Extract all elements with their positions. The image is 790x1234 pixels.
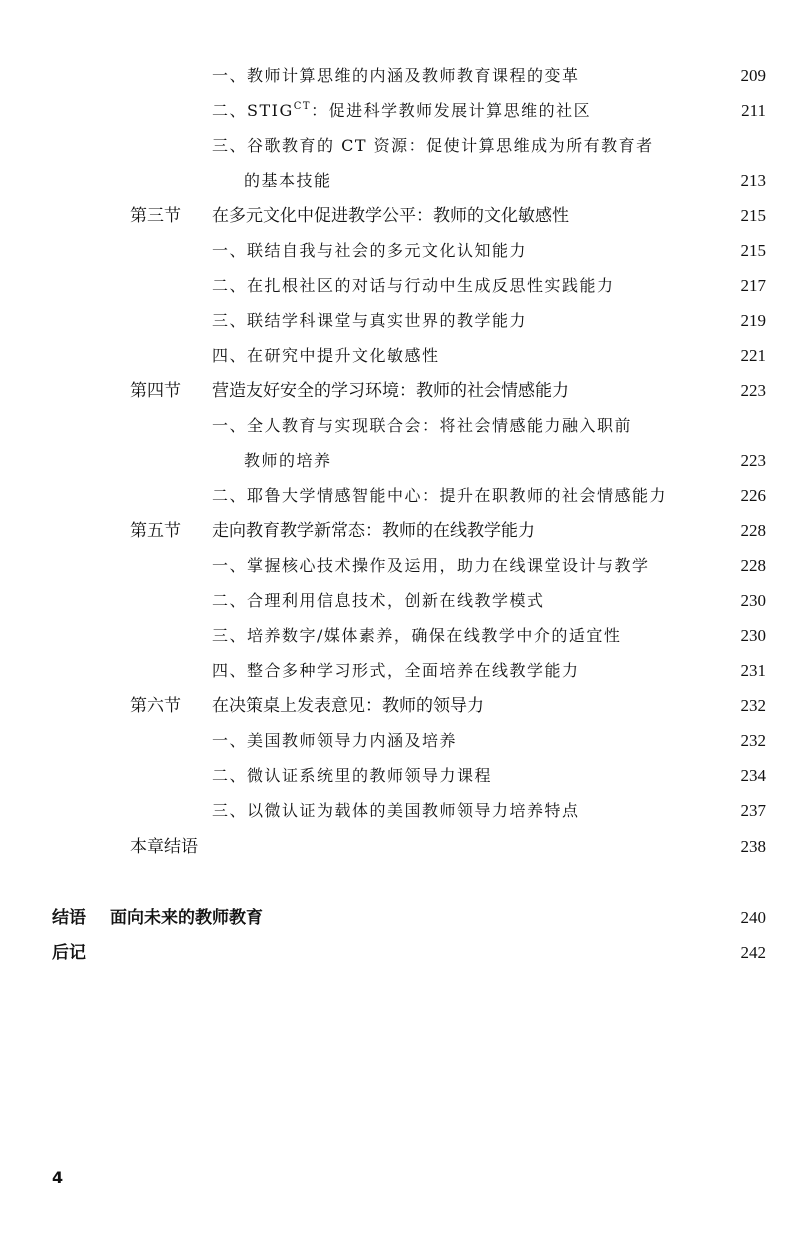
toc-section-page: 215 xyxy=(740,206,766,225)
toc-entry-page: 209 xyxy=(740,66,766,85)
toc-entry-page: 211 xyxy=(741,101,766,120)
toc-entry-title: 本章结语 xyxy=(130,837,198,857)
toc-entry-page: 231 xyxy=(740,661,766,680)
toc-entry[interactable] xyxy=(0,341,790,371)
toc-entry[interactable] xyxy=(0,656,790,686)
toc-afterword[interactable] xyxy=(0,938,790,968)
toc-chapter-page: 240 xyxy=(740,908,766,927)
toc-entry-title: 四、在研究中提升文化敏感性 xyxy=(212,346,440,365)
toc-entry-page: 223 xyxy=(740,451,766,470)
toc-entry-page: 226 xyxy=(740,486,766,505)
toc-entry[interactable] xyxy=(0,96,790,126)
toc-entry-title: 教师的培养 xyxy=(244,451,332,470)
toc-entry-title: 三、培养数字/媒体素养，确保在线教学中介的适宜性 xyxy=(212,626,622,645)
toc-entry-page: 234 xyxy=(740,766,766,785)
toc-entry-continuation[interactable] xyxy=(0,166,790,196)
toc-section[interactable] xyxy=(0,376,790,406)
toc-section-text: 在多元文化中促进教学公平：教师的文化敏感性 xyxy=(212,206,569,226)
toc-entry[interactable] xyxy=(0,61,790,91)
toc-entry-title: 三、谷歌教育的 CT 资源：促使计算思维成为所有教育者 xyxy=(212,136,654,155)
toc-entry[interactable] xyxy=(0,236,790,266)
toc-entry-page: 213 xyxy=(740,171,766,190)
toc-entry-title: 二、在扎根社区的对话与行动中生成反思性实践能力 xyxy=(212,276,615,295)
toc-entry-title: 一、教师计算思维的内涵及教师教育课程的变革 xyxy=(212,66,580,85)
toc-entry-title-rest: ：促进科学教师发展计算思维的社区 xyxy=(311,101,592,120)
toc-entry-title xyxy=(212,96,591,126)
toc-entry-page: 228 xyxy=(740,556,766,575)
toc-section-text: 在决策桌上发表意见：教师的领导力 xyxy=(212,696,484,716)
toc-entry[interactable] xyxy=(0,726,790,756)
toc-section-page: 223 xyxy=(740,381,766,400)
toc-entry-title: 二、微认证系统里的教师领导力课程 xyxy=(212,766,493,785)
toc-entry-title: 一、美国教师领导力内涵及培养 xyxy=(212,731,458,750)
toc-entry[interactable] xyxy=(0,131,790,161)
toc-entry-title: 一、掌握核心技术操作及运用，助力在线课堂设计与教学 xyxy=(212,556,650,575)
toc-entry-continuation[interactable] xyxy=(0,446,790,476)
toc-entry[interactable] xyxy=(0,586,790,616)
page-number: 4 xyxy=(52,1168,64,1187)
toc-chapter-label: 结语 xyxy=(52,908,86,928)
toc-entry[interactable] xyxy=(0,306,790,336)
toc-entry[interactable] xyxy=(0,796,790,826)
toc-entry-page: 232 xyxy=(740,731,766,750)
toc-entry-superscript: CT xyxy=(293,101,312,112)
toc-section-label: 第三节 xyxy=(130,206,181,226)
toc-entry-page: 230 xyxy=(740,591,766,610)
toc-chapter-text: 面向未来的教师教育 xyxy=(110,908,263,928)
toc-section[interactable] xyxy=(0,201,790,231)
toc-entry[interactable] xyxy=(0,621,790,651)
toc-entry-page: 237 xyxy=(740,801,766,820)
toc-entry[interactable] xyxy=(0,271,790,301)
toc-conclusion[interactable] xyxy=(0,903,790,933)
toc-entry-title: 一、全人教育与实现联合会：将社会情感能力融入职前 xyxy=(212,416,633,435)
toc-entry-title: 四、整合多种学习形式，全面培养在线教学能力 xyxy=(212,661,580,680)
toc-entry[interactable] xyxy=(0,481,790,511)
toc-entry[interactable] xyxy=(0,551,790,581)
toc-entry-title: 三、联结学科课堂与真实世界的教学能力 xyxy=(212,311,528,330)
toc-entry-page: 215 xyxy=(740,241,766,260)
toc-section-label: 第六节 xyxy=(130,696,181,716)
toc-chapter-title xyxy=(52,938,110,968)
toc-entry-title: 一、联结自我与社会的多元文化认知能力 xyxy=(212,241,528,260)
toc-section-title xyxy=(130,201,569,231)
toc-entry-page: 230 xyxy=(740,626,766,645)
toc-chapter-summary[interactable] xyxy=(0,832,790,862)
toc-chapter-page: 242 xyxy=(740,943,766,962)
toc-section[interactable] xyxy=(0,691,790,721)
toc-section-page: 228 xyxy=(740,521,766,540)
toc-section-label: 第五节 xyxy=(130,521,181,541)
toc-section-text: 走向教育教学新常态：教师的在线教学能力 xyxy=(212,521,535,541)
toc-section-page: 232 xyxy=(740,696,766,715)
toc-entry-prefix: 二、STIG xyxy=(212,101,294,120)
toc-section-title xyxy=(130,516,535,546)
toc-entry[interactable] xyxy=(0,411,790,441)
toc-section[interactable] xyxy=(0,516,790,546)
toc-entry-page: 219 xyxy=(740,311,766,330)
toc-section-title xyxy=(130,376,569,406)
toc-chapter-title xyxy=(52,903,263,933)
toc-section-title xyxy=(130,691,484,721)
toc-entry-page: 217 xyxy=(740,276,766,295)
toc-entry[interactable] xyxy=(0,761,790,791)
toc-entry-title: 二、合理利用信息技术，创新在线教学模式 xyxy=(212,591,545,610)
toc-section-label: 第四节 xyxy=(130,381,181,401)
toc-entry-title: 的基本技能 xyxy=(244,171,332,190)
toc-entry-page: 238 xyxy=(740,837,766,856)
toc-chapter-label: 后记 xyxy=(52,943,86,963)
toc-entry-title: 三、以微认证为载体的美国教师领导力培养特点 xyxy=(212,801,580,820)
toc-entry-page: 221 xyxy=(740,346,766,365)
toc-entry-title: 二、耶鲁大学情感智能中心：提升在职教师的社会情感能力 xyxy=(212,486,668,505)
toc-section-text: 营造友好安全的学习环境：教师的社会情感能力 xyxy=(212,381,569,401)
